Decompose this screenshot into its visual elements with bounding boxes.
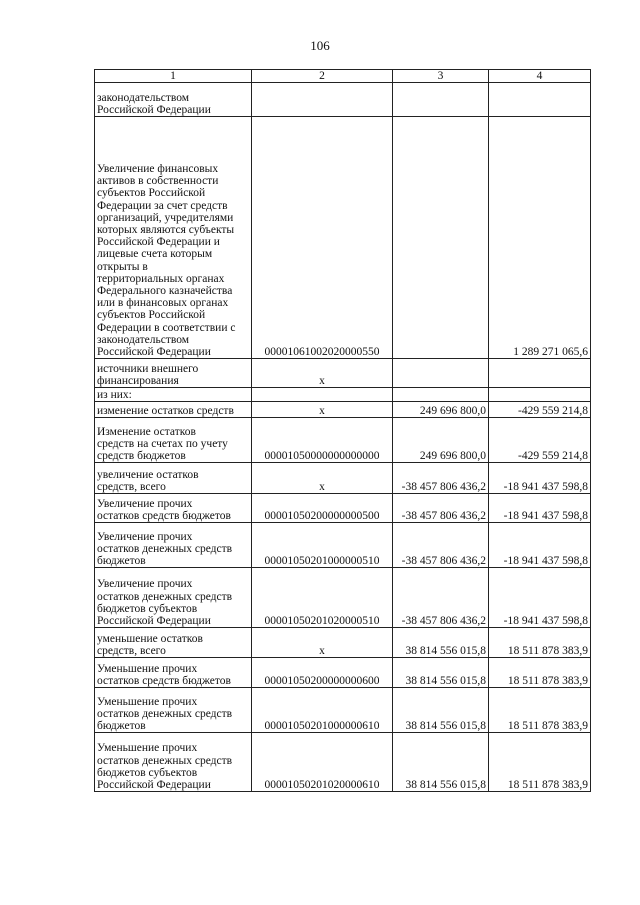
row-value-col4-cell <box>489 359 591 388</box>
row-code-cell: x <box>252 402 393 418</box>
row-code-cell: 00001050201000000610 <box>252 688 393 733</box>
table-row <box>95 568 591 628</box>
table-row <box>95 523 591 568</box>
table-header-row <box>95 70 591 83</box>
row-value-col4-cell: 1 289 271 065,6 <box>489 117 591 359</box>
row-value-col4-cell: 18 511 878 383,9 <box>489 658 591 688</box>
row-name-cell: Увеличение прочих остатков средств бюджетов <box>95 494 252 523</box>
table-row <box>95 494 591 523</box>
table-row <box>95 359 591 388</box>
row-code-cell: 00001050201000000510 <box>252 523 393 568</box>
row-name-cell: источники внешнего финансирования <box>95 359 252 388</box>
row-value-col4-cell <box>489 83 591 117</box>
row-value-col4-cell: 18 511 878 383,9 <box>489 628 591 658</box>
page-number: 106 <box>310 38 330 53</box>
row-code-cell: x <box>252 628 393 658</box>
table-row <box>95 628 591 658</box>
row-value-col4-cell: -18 941 437 598,8 <box>489 523 591 568</box>
row-code-cell <box>252 388 393 402</box>
row-code-cell <box>252 83 393 117</box>
row-value-col3-cell <box>393 117 489 359</box>
row-value-col3-cell: 249 696 800,0 <box>393 418 489 463</box>
row-code-cell: 00001050000000000000 <box>252 418 393 463</box>
row-value-col4-cell <box>489 388 591 402</box>
column-header-1: 1 <box>95 70 252 83</box>
table-row <box>95 463 591 494</box>
row-name-cell: Уменьшение прочих остатков средств бюджетов <box>95 658 252 688</box>
row-value-col3-cell: -38 457 806 436,2 <box>393 463 489 494</box>
row-value-col3-cell: 38 814 556 015,8 <box>393 688 489 733</box>
row-value-col3-cell <box>393 83 489 117</box>
table-row <box>95 402 591 418</box>
table-row <box>95 388 591 402</box>
row-value-col4-cell: -18 941 437 598,8 <box>489 463 591 494</box>
table-row <box>95 117 591 359</box>
row-name-cell: Увеличение прочих остатков денежных средств бюджетов <box>95 523 252 568</box>
row-code-cell: 00001050201020000510 <box>252 568 393 628</box>
column-header-4: 4 <box>489 70 591 83</box>
row-value-col4-cell: -429 559 214,8 <box>489 418 591 463</box>
row-code-cell: 00001061002020000550 <box>252 117 393 359</box>
row-value-col3-cell: 38 814 556 015,8 <box>393 658 489 688</box>
row-name-cell: уменьшение остатков средств, всего <box>95 628 252 658</box>
row-name-cell: Изменение остатков средств на счетах по учету средств бюджетов <box>95 418 252 463</box>
row-value-col4-cell: 18 511 878 383,9 <box>489 688 591 733</box>
row-code-cell: x <box>252 463 393 494</box>
row-code-cell: 00001050200000000600 <box>252 658 393 688</box>
table-row <box>95 83 591 117</box>
table-row <box>95 658 591 688</box>
row-value-col4-cell: 18 511 878 383,9 <box>489 733 591 792</box>
row-value-col3-cell: 38 814 556 015,8 <box>393 733 489 792</box>
row-value-col3-cell: 249 696 800,0 <box>393 402 489 418</box>
row-name-cell: законодательством Российской Федерации <box>95 83 252 117</box>
row-value-col4-cell: -18 941 437 598,8 <box>489 494 591 523</box>
column-header-3: 3 <box>393 70 489 83</box>
row-value-col3-cell <box>393 359 489 388</box>
budget-sources-table <box>94 69 591 792</box>
row-value-col3-cell: -38 457 806 436,2 <box>393 523 489 568</box>
row-value-col4-cell: -18 941 437 598,8 <box>489 568 591 628</box>
row-value-col3-cell: -38 457 806 436,2 <box>393 568 489 628</box>
row-name-cell: изменение остатков средств <box>95 402 252 418</box>
column-header-2: 2 <box>252 70 393 83</box>
table-row <box>95 688 591 733</box>
row-code-cell: 00001050201020000610 <box>252 733 393 792</box>
row-code-cell: x <box>252 359 393 388</box>
row-value-col4-cell: -429 559 214,8 <box>489 402 591 418</box>
row-value-col3-cell: 38 814 556 015,8 <box>393 628 489 658</box>
row-value-col3-cell <box>393 388 489 402</box>
row-name-cell: увеличение остатков средств, всего <box>95 463 252 494</box>
row-value-col3-cell: -38 457 806 436,2 <box>393 494 489 523</box>
table-row <box>95 418 591 463</box>
row-code-cell: 00001050200000000500 <box>252 494 393 523</box>
table-row <box>95 733 591 792</box>
row-name-cell: из них: <box>95 388 252 402</box>
row-name-cell: Уменьшение прочих остатков денежных средств бюджетов <box>95 688 252 733</box>
table-body <box>95 83 591 792</box>
row-name-cell: Уменьшение прочих остатков денежных средств бюджетов субъектов Российской Федерации <box>95 733 252 792</box>
row-name-cell: Увеличение прочих остатков денежных средств бюджетов субъектов Российской Федерации <box>95 568 252 628</box>
row-name-cell: Увеличение финансовых активов в собственности субъектов Российской Федерации за счет средств организаций, учредителями которых являются субъекты Российской Федерации и лицевые счета которым открыты в территориальных органах Федерального казначейства или в финансовых органах субъектов Российской Федерации в соответствии с законодательством Российской Федерации <box>95 117 252 359</box>
